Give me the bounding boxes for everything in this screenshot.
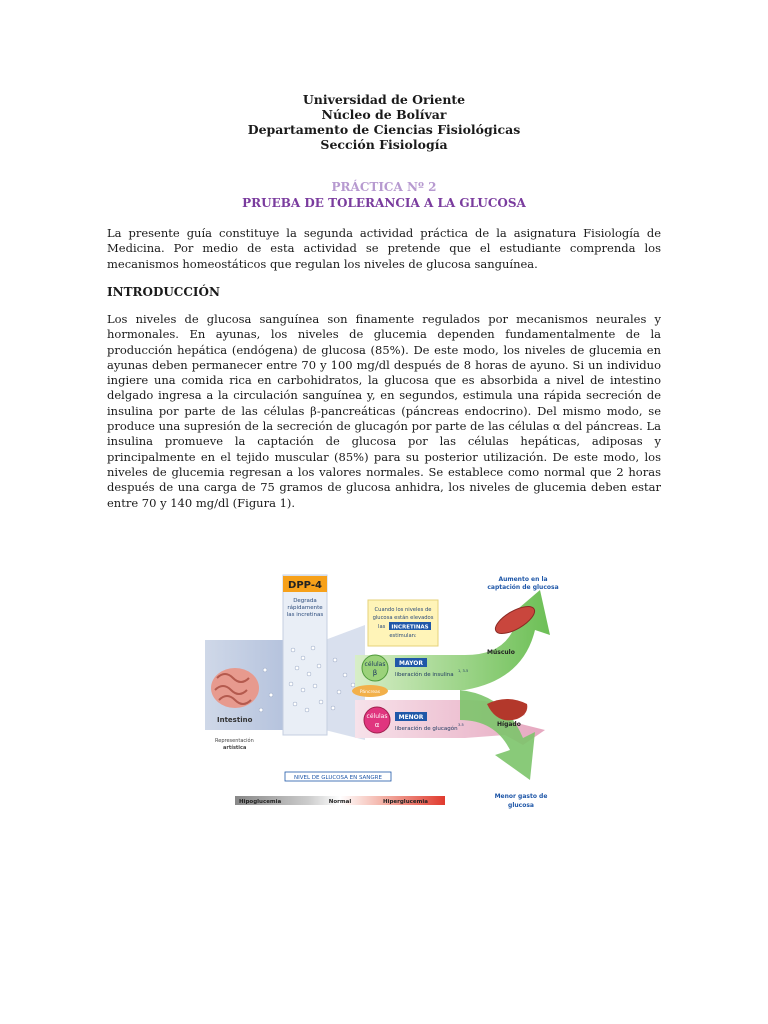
intro-paragraph: La presente guía constituye la segunda actividad práctica de la asignatura Fisiología de Medicina. Por medio de esta actividad se pretende que el estudiante comprenda los mecanismos homeostáticos que regulan los niveles de glucosa sanguínea. — [107, 226, 661, 271]
incretin-line2: glucosa están elevados — [372, 615, 434, 621]
header-department: Departamento de Ciencias Fisiológicas — [247, 122, 521, 137]
body-paragraph: Los niveles de glucosa sanguínea son finamente regulados por mecanismos neurales y hormonales. En ayunas, los niveles de glucemia dependen fundamentalmente de la producción hepática (endógena) de glucosa (85%). De este modo, los niveles de glucemia en ayunas deben permanecer entre 70 y 100 mg/dl después de 8 horas de ayuno. Si un individuo ingiere una comida rica en carbohidratos, la glucosa que es absorbida a nivel de intestino delgado ingresa a la circulación sanguínea y, en segundos, estimula una rápida secreción de insulina por parte de las células β-pancreáticas (páncreas endocrino). Del mismo modo, se produce una supresión de la secreción de glucagón por parte de las células α del páncreas. La insulina promueve la captación de glucosa por las células hepáticas, adiposas y principalmente en el tejido muscular (85%) para su posterior utilización. De este modo, los niveles de glucemia regresan a los valores normales. Se establece como normal que 2 horas después de una carga de 75 gramos de glucosa anhidra, los niveles de glucemia deben estar entre 70 y 140 mg/dl (Figura 1). — [107, 312, 661, 510]
practice-number: PRÁCTICA Nº 2 — [331, 180, 437, 194]
scale-low: Hipoglucemia — [239, 799, 282, 805]
mayor-text: liberación de insulina — [395, 672, 454, 678]
menor-badge-label: MENOR — [398, 714, 424, 721]
scale-normal: Normal — [328, 799, 352, 805]
alpha-cell-label: células — [366, 713, 388, 720]
pancreas-label: Páncreas — [359, 690, 381, 695]
incretin-line3b: INCRETINAS — [391, 624, 429, 631]
liver-title-1: Menor gasto de — [494, 793, 548, 800]
beta-cell-icon — [362, 655, 388, 681]
liver-label: Hígado — [497, 721, 521, 728]
scale-high: Hiperglucemia — [383, 799, 428, 805]
representation-line2: artística — [223, 745, 247, 751]
header-section: Sección Fisiología — [320, 137, 448, 152]
alpha-cell-icon — [364, 707, 390, 733]
intestine-illustration — [211, 668, 259, 708]
incretin-line4: estimulan: — [389, 633, 417, 639]
representation-line1: Representación — [215, 738, 254, 744]
liver-title-2: glucosa — [508, 802, 534, 809]
section-heading: INTRODUCCIÓN — [107, 285, 220, 299]
incretin-line1: Cuando los niveles de — [374, 607, 432, 613]
intestine-label: Intestino — [217, 716, 253, 724]
mayor-badge-label: MAYOR — [399, 660, 423, 667]
beta-cell-symbol: β — [372, 669, 378, 677]
muscle-title-1: Aumento en la — [498, 576, 548, 583]
muscle-label: Músculo — [487, 649, 515, 656]
figure-1 — [205, 570, 567, 815]
menor-superscript: 3-5 — [458, 723, 464, 727]
beta-cell-label: células — [364, 661, 386, 668]
dpp4-title: DPP-4 — [288, 580, 322, 591]
dpp4-desc-3: las incretinas — [286, 612, 324, 618]
header-nucleus: Núcleo de Bolívar — [321, 107, 447, 122]
dpp4-desc-1: Degrada — [293, 598, 317, 604]
menor-text: liberación de glucagón — [395, 726, 458, 732]
institution-header — [0, 92, 768, 152]
incretin-line3a: las — [378, 624, 386, 630]
scale-title: NIVEL DE GLUCOSA EN SANGRE — [294, 775, 382, 781]
mayor-superscript: 1, 3-5 — [458, 669, 469, 673]
glucose-regulation-diagram — [205, 570, 567, 815]
alpha-cell-symbol: α — [374, 721, 380, 729]
muscle-title-2: captación de glucosa — [487, 584, 559, 591]
header-university: Universidad de Oriente — [302, 92, 466, 107]
dpp4-desc-2: rápidamente — [287, 605, 323, 611]
practice-title: PRUEBA DE TOLERANCIA A LA GLUCOSA — [242, 196, 526, 210]
